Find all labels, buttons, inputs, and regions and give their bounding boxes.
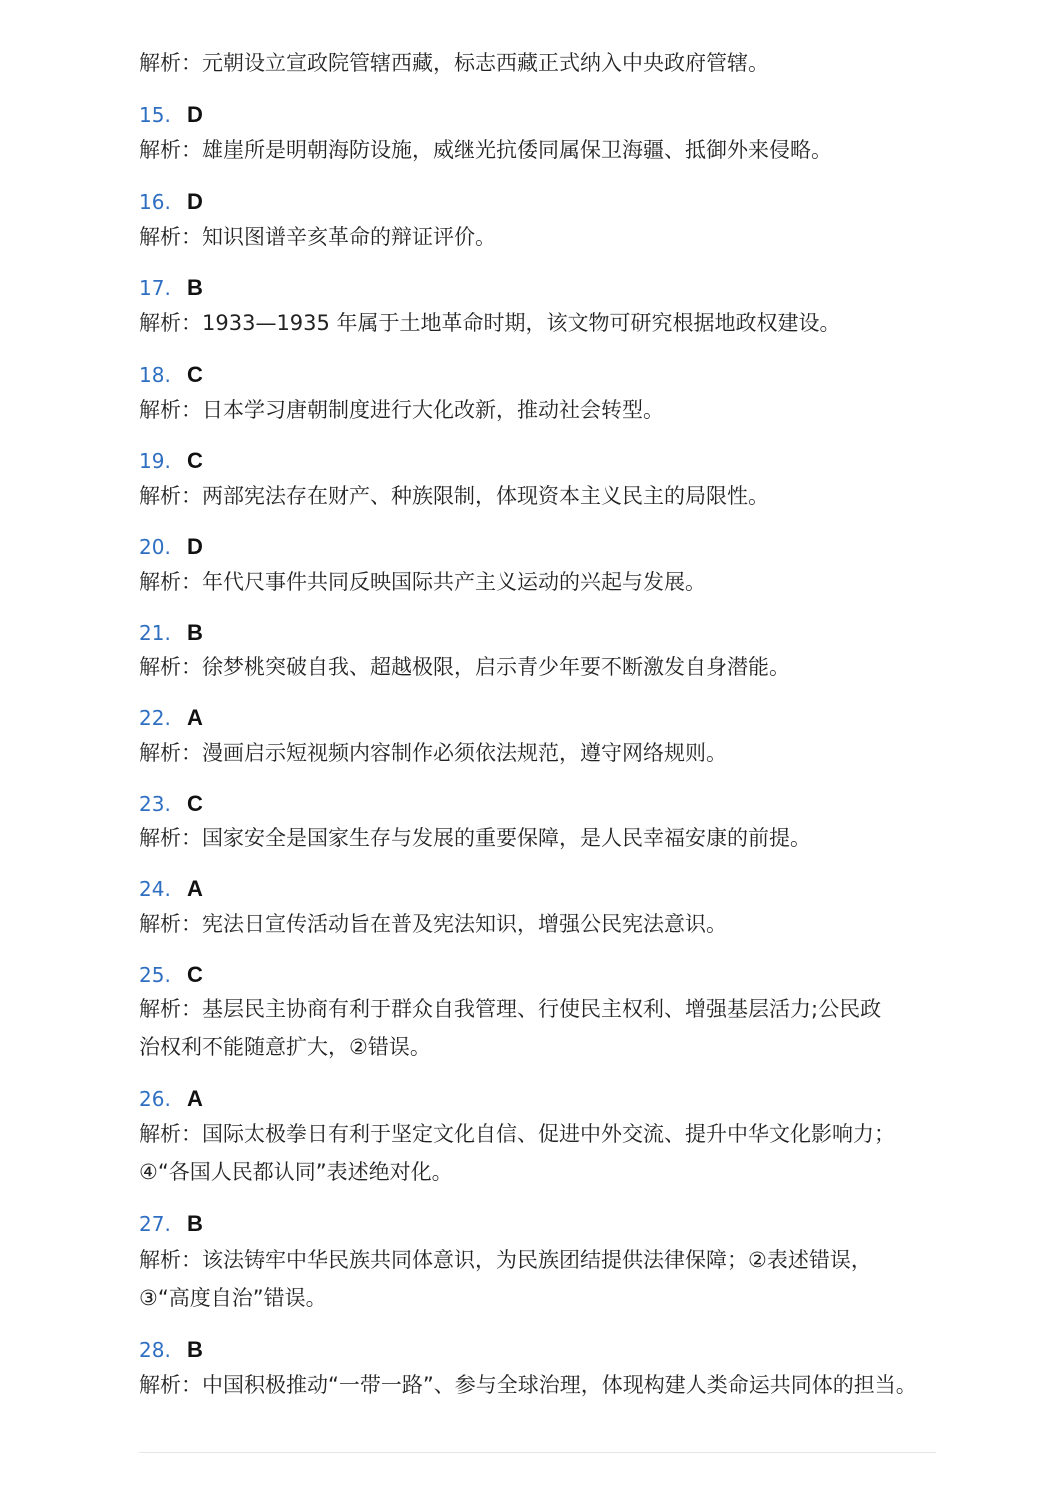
answer-letter: C xyxy=(187,448,203,473)
question-number: 23. xyxy=(139,792,171,816)
question-21-header xyxy=(139,618,939,648)
answer-letter: D xyxy=(187,534,203,559)
question-20-header xyxy=(139,532,939,562)
question-16-header xyxy=(139,187,939,217)
answer-letter: C xyxy=(187,791,203,816)
lead-explanation: 解析：元朝设立宣政院管辖西藏，标志西藏正式纳入中央政府管辖。 xyxy=(139,51,769,75)
answer-letter: B xyxy=(187,1211,203,1236)
answer-letter: B xyxy=(187,1337,203,1362)
explanation-27-line-2: ③“高度自治”错误。 xyxy=(139,1286,327,1310)
question-23-header xyxy=(139,789,939,819)
question-number: 17. xyxy=(139,276,171,300)
question-number: 24. xyxy=(139,877,171,901)
question-number: 15. xyxy=(139,103,171,127)
answer-letter: C xyxy=(187,962,203,987)
answer-letter: B xyxy=(187,620,203,645)
question-27-header xyxy=(139,1209,939,1239)
answer-letter: A xyxy=(187,876,203,901)
explanation-17: 解析：1933—1935 年属于土地革命时期，该文物可研究根据地政权建设。 xyxy=(139,311,841,335)
explanation-20: 解析：年代尺事件共同反映国际共产主义运动的兴起与发展。 xyxy=(139,570,706,594)
answer-letter: D xyxy=(187,189,203,214)
question-24-header xyxy=(139,874,939,904)
question-number: 16. xyxy=(139,190,171,214)
question-19-header xyxy=(139,446,939,476)
explanation-28: 解析：中国积极推动“一带一路”、参与全球治理，体现构建人类命运共同体的担当。 xyxy=(139,1373,917,1397)
question-number: 20. xyxy=(139,535,171,559)
question-number: 26. xyxy=(139,1087,171,1111)
question-number: 21. xyxy=(139,621,171,645)
question-22-header xyxy=(139,703,939,733)
bottom-divider xyxy=(139,1452,936,1453)
question-number: 25. xyxy=(139,963,171,987)
explanation-24: 解析：宪法日宣传活动旨在普及宪法知识，增强公民宪法意识。 xyxy=(139,912,727,936)
explanation-18: 解析：日本学习唐朝制度进行大化改新，推动社会转型。 xyxy=(139,398,664,422)
explanation-21: 解析：徐梦桃突破自我、超越极限，启示青少年要不断激发自身潜能。 xyxy=(139,655,790,679)
question-17-header xyxy=(139,273,939,303)
question-28-header xyxy=(139,1335,939,1365)
answer-letter: A xyxy=(187,705,203,730)
explanation-25-line-1: 解析：基层民主协商有利于群众自我管理、行使民主权利、增强基层活力;公民政 xyxy=(139,997,882,1021)
answer-letter: D xyxy=(187,102,203,127)
question-25-header xyxy=(139,960,939,990)
explanation-22: 解析：漫画启示短视频内容制作必须依法规范，遵守网络规则。 xyxy=(139,741,727,765)
explanation-19: 解析：两部宪法存在财产、种族限制，体现资本主义民主的局限性。 xyxy=(139,484,769,508)
question-number: 22. xyxy=(139,706,171,730)
question-number: 18. xyxy=(139,363,171,387)
explanation-25-line-2: 治权利不能随意扩大，②错误。 xyxy=(139,1035,431,1059)
question-number: 28. xyxy=(139,1338,171,1362)
question-15-header xyxy=(139,100,939,130)
question-number: 19. xyxy=(139,449,171,473)
answer-letter: C xyxy=(187,362,203,387)
question-number: 27. xyxy=(139,1212,171,1236)
explanation-26-line-2: ④“各国人民都认同”表述绝对化。 xyxy=(139,1160,453,1184)
question-26-header xyxy=(139,1084,939,1114)
answer-letter: A xyxy=(187,1086,203,1111)
question-18-header xyxy=(139,360,939,390)
explanation-15: 解析：雄崖所是明朝海防设施，威继光抗倭同属保卫海疆、抵御外来侵略。 xyxy=(139,138,832,162)
explanation-26-line-1: 解析：国际太极拳日有利于坚定文化自信、促进中外交流、提升中华文化影响力； xyxy=(139,1122,895,1146)
explanation-16: 解析：知识图谱辛亥革命的辩证评价。 xyxy=(139,225,496,249)
explanation-23: 解析：国家安全是国家生存与发展的重要保障，是人民幸福安康的前提。 xyxy=(139,826,811,850)
answer-letter: B xyxy=(187,275,203,300)
explanation-27-line-1: 解析：该法铸牢中华民族共同体意识，为民族团结提供法律保障；②表述错误， xyxy=(139,1248,872,1272)
